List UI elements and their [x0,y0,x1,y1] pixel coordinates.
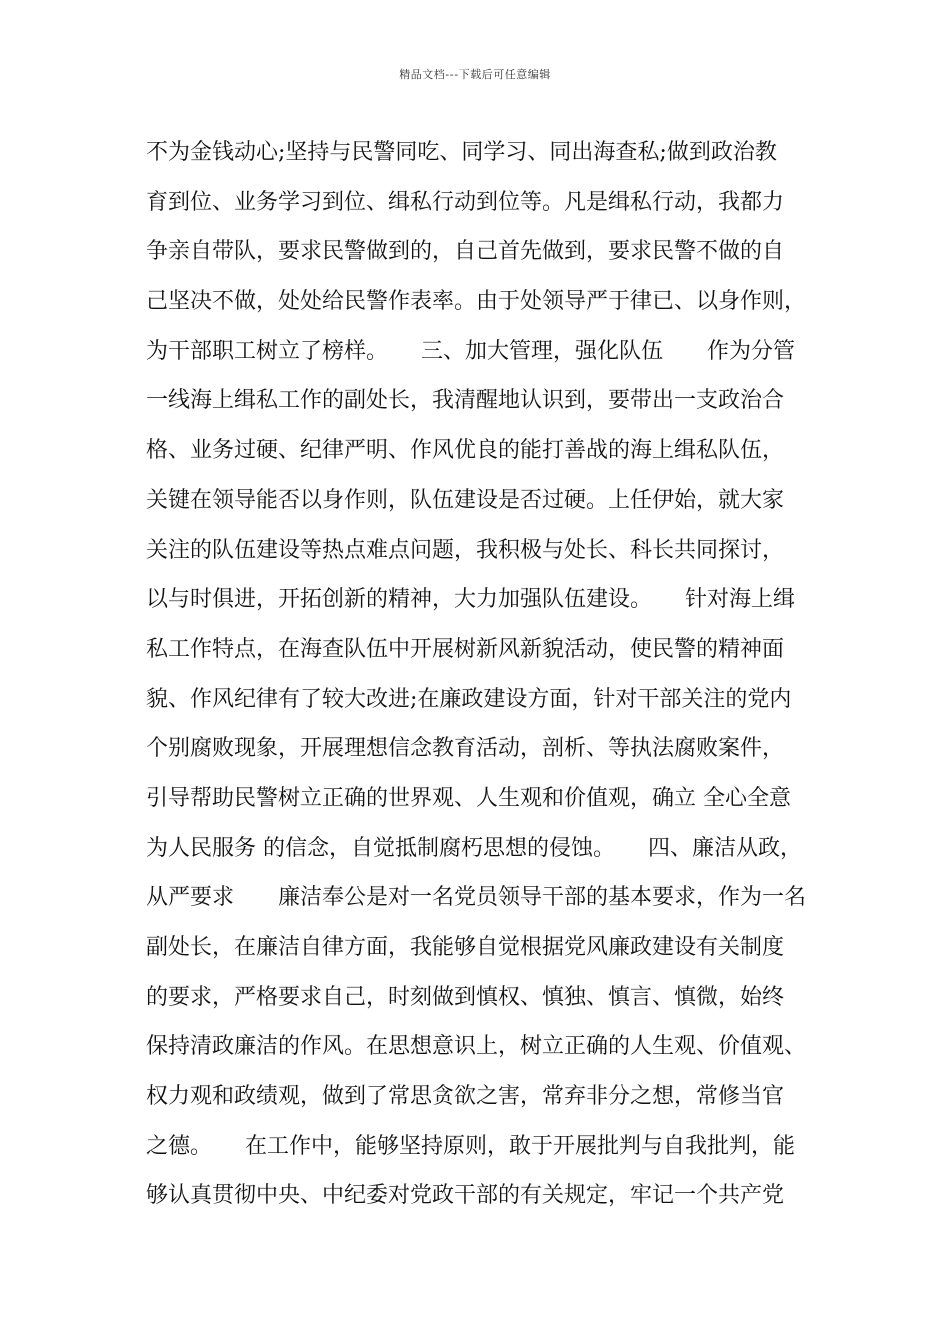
text-line: 关注的队伍建设等热点难点问题，我积极与处长、科长共同探讨， [146,537,785,563]
text-line: 副处长，在廉洁自律方面，我能够自觉根据党风廉政建设有关制度 [146,935,785,960]
text-line: 一线海上缉私工作的副处长，我清醒地认识到，要带出一支政治合 [146,388,785,414]
text-line: 私工作特点，在海查队伍中开展树新风新貌活动，使民警的精神面 [146,636,785,662]
text-line: 之德。 在工作中，能够坚持原则，敢于开展批判与自我批判，能 [146,1133,796,1159]
text-line: 貌、作风纪律有了较大改进;在廉政建设方面，针对干部关注的党内 [146,686,792,712]
text-line: 保持清政廉洁的作风。在思想意识上，树立正确的人生观、价值观、 [146,1034,807,1060]
text-line: 格、业务过硬、纪律严明、作风优良的能打善战的海上缉私队伍， [146,438,785,464]
text-line: 权力观和政绩观，做到了常思贪欲之害，常弃非分之想，常修当官 [146,1084,785,1110]
text-line: 引导帮助民警树立正确的世界观、人生观和价值观，确立 全心全意 [146,785,791,811]
page-header: 精品文档---下载后可任意编辑 [399,68,551,81]
text-line: 从严要求 廉洁奉公是对一名党员领导干部的基本要求，作为一名 [146,885,807,911]
text-line: 够认真贯彻中央、中纪委对党政干部的有关规定，牢记一个共产党 [146,1183,785,1209]
text-line: 个别腐败现象，开展理想信念教育活动，剖析、等执法腐败案件， [146,736,785,762]
text-line: 的要求，严格要求自己，时刻做到慎权、慎独、慎言、慎微，始终 [146,984,785,1010]
text-line: 关键在领导能否以身作则，队伍建设是否过硬。上任伊始，就大家 [146,487,785,513]
text-line: 以与时俱进，开拓创新的精神，大力加强队伍建设。 针对海上缉 [146,587,796,613]
body-text [146,128,826,1221]
text-line: 己坚决不做，处处给民警作表率。由于处领导严于律已、以身作则， [146,289,807,315]
text-line: 为干部职工树立了榜样。 三、加大管理，强化队伍 作为分管 [146,338,796,364]
text-line: 育到位、业务学习到位、缉私行动到位等。凡是缉私行动，我都力 [146,189,785,215]
text-line: 争亲自带队，要求民警做到的，自己首先做到，要求民警不做的自 [146,239,785,265]
text-line: 为人民服务 的信念，自觉抵制腐朽思想的侵蚀。 四、廉洁从政， [146,835,802,861]
text-line: 不为金钱动心;坚持与民警同吃、同学习、同出海查私;做到政治教 [146,140,777,165]
